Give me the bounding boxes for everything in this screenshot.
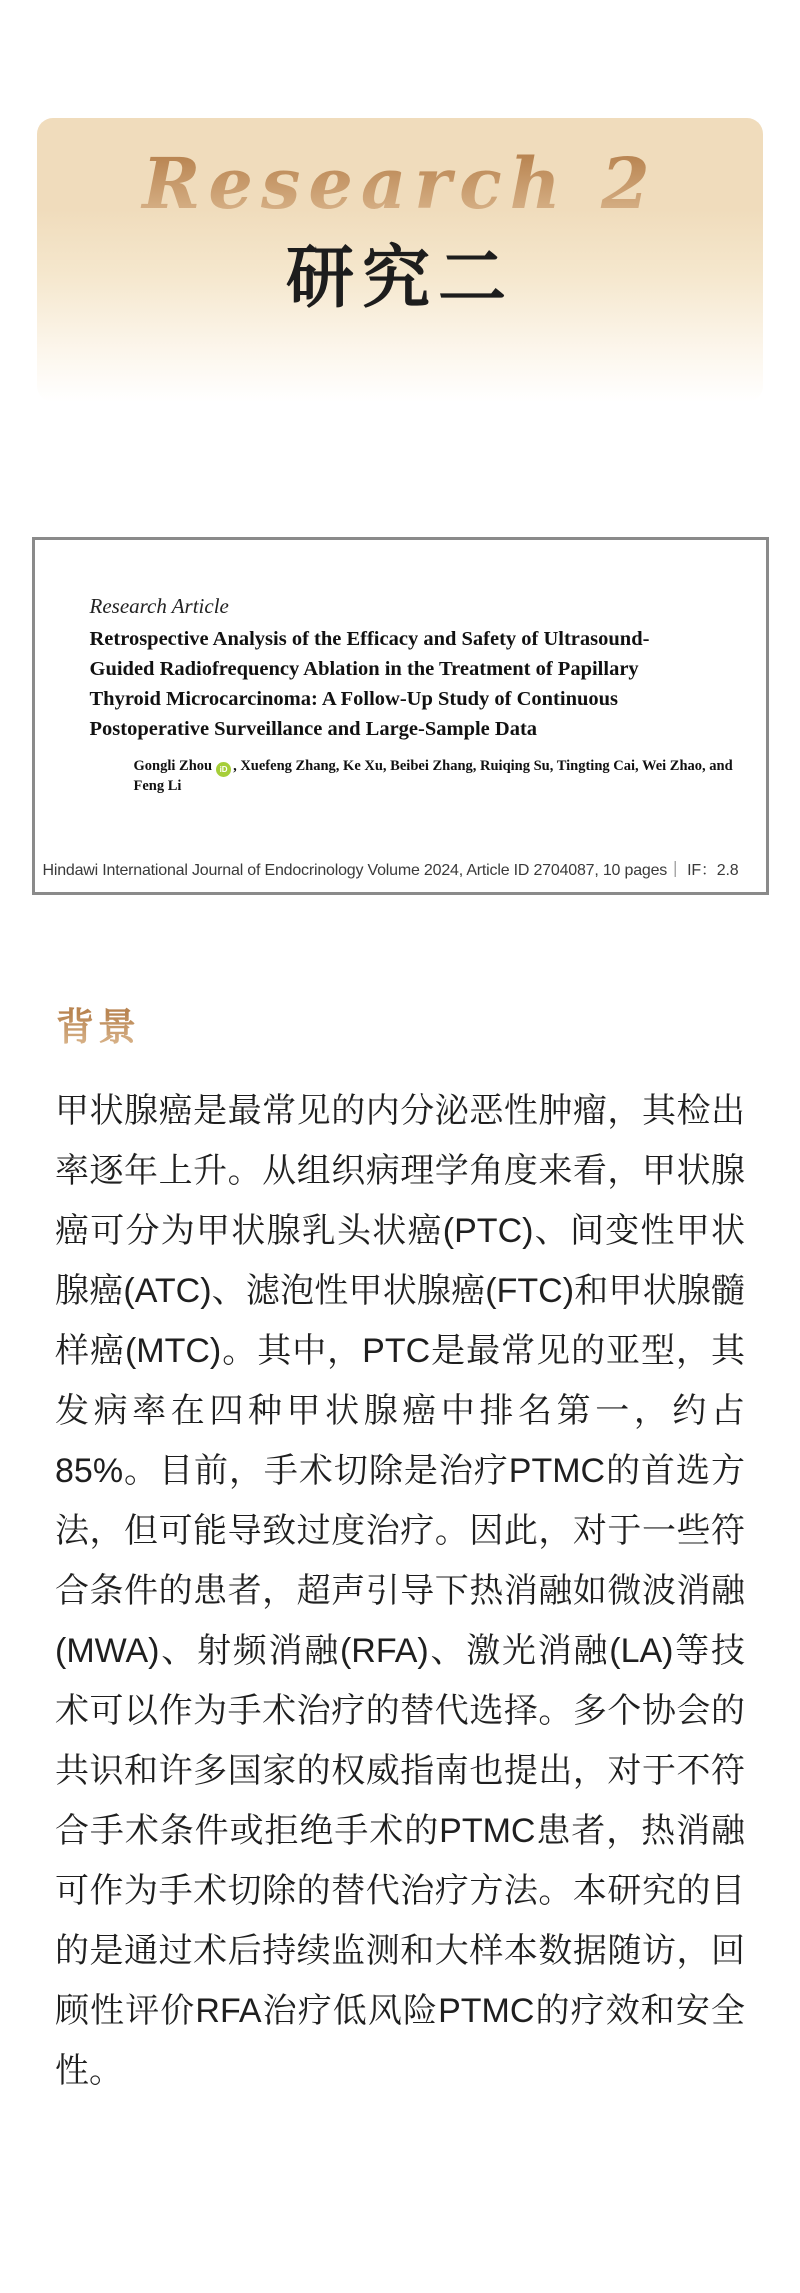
background-paragraph: 甲状腺癌是最常见的内分泌恶性肿瘤，其检出率逐年上升。从组织病理学角度来看，甲状腺癌可分为甲状腺乳头状癌(PTC)、间变性甲状腺癌(ATC)、滤泡性甲状腺癌(FTC)和甲状腺髓样癌(MTC)。其中，PTC是最常见的亚型，其发病率在四种甲状腺癌中排名第一，约占85%。目前，手术切除是治疗PTMC的首选方法，但可能导致过度治疗。因此，对于一些符合条件的患者，超声引导下热消融如微波消融(MWA)、射频消融(RFA)、激光消融(LA)等技术可以作为手术治疗的替代选择。多个协会的共识和许多国家的权威指南也提出，对于不符合手术条件或拒绝手术的PTMC患者，热消融可作为手术切除的替代治疗方法。本研究的目的是通过术后持续监测和大样本数据随访，回顾性评价RFA治疗低风险PTMC的疗效和安全性。 [55, 1092, 745, 2090]
paper-title-line-4: Postoperative Surveillance and Large-Sample Data [89, 718, 538, 740]
journal-citation: Hindawi International Journal of Endocrinology Volume 2024, Article ID 2704087, 10 pages｜ IF：2.8 [42, 862, 739, 879]
section-heading-background: 背景 [56, 1007, 800, 1049]
paper-title [90, 624, 766, 744]
article-page [0, 118, 800, 2101]
paper-authors [134, 757, 734, 796]
article-type-label: Research Article [89, 594, 229, 618]
paper-title-line-3: Thyroid Microcarcinoma: A Follow-Up Study of Continuous [89, 688, 619, 710]
banner-title-english: Research 2 [37, 144, 763, 224]
authors-rest: , Xuefeng Zhang, Ke Xu, Beibei Zhang, Ruiqing Su, Tingting Cai, Wei Zhao, and Feng Li [133, 758, 733, 794]
author-lead: Gongli Zhou [133, 758, 213, 774]
header-banner [37, 118, 763, 402]
banner-title-chinese: 研究二 [285, 240, 514, 316]
paper-citation-card [32, 537, 769, 895]
paper-title-line-2: Guided Radiofrequency Ablation in the Treatment of Papillary [89, 658, 639, 680]
paper-title-line-1: Retrospective Analysis of the Efficacy and Safety of Ultrasound- [89, 628, 650, 650]
orcid-icon: iD [216, 762, 231, 777]
